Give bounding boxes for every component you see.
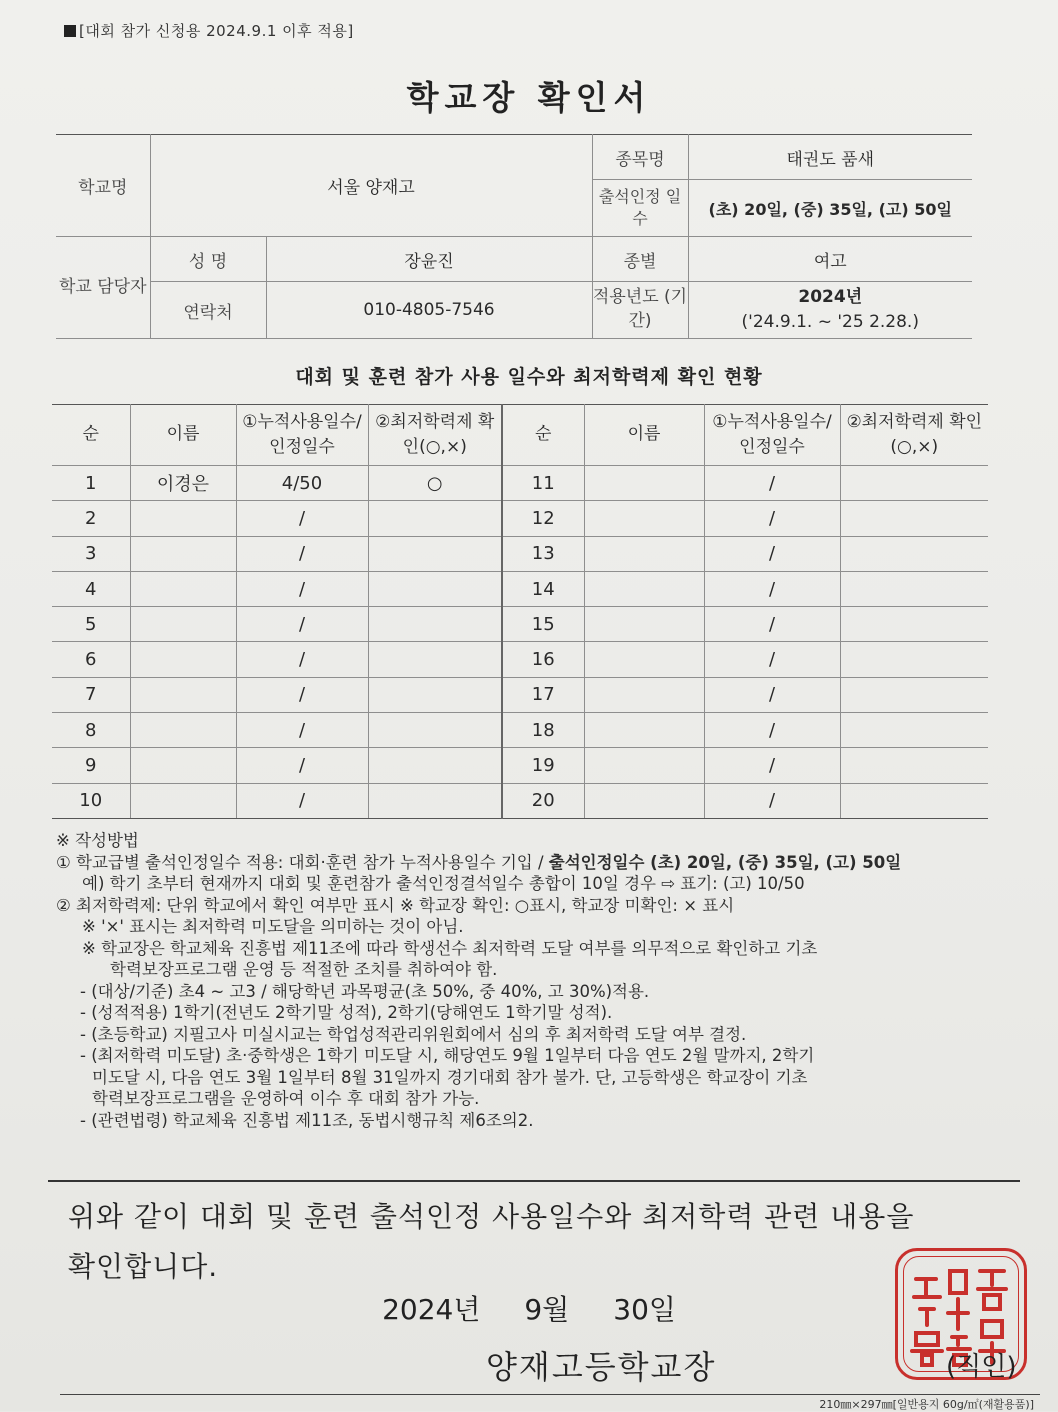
- row-num: 16: [502, 642, 584, 677]
- row-days: /: [704, 501, 840, 536]
- row-days: /: [236, 571, 368, 606]
- year-cell: [688, 282, 972, 339]
- row-check: [368, 642, 502, 677]
- table-row: [52, 713, 988, 748]
- date-year: 2024년: [382, 1293, 481, 1326]
- table-row: [52, 748, 988, 783]
- row-days: /: [704, 466, 840, 501]
- school-label: 학교명: [56, 135, 150, 237]
- row-num: 19: [502, 748, 584, 783]
- table-header-row: [52, 405, 988, 466]
- table-row: [52, 536, 988, 571]
- col-check-header: ②최저학력제 확인(○,×): [368, 405, 502, 466]
- row-days: /: [704, 748, 840, 783]
- confirmation-line: 위와 같이 대회 및 훈련 출석인정 사용일수와 최저학력 관련 내용을: [68, 1200, 915, 1233]
- row-days: /: [704, 607, 840, 642]
- row-num: 17: [502, 677, 584, 712]
- note-line: [56, 852, 1016, 874]
- col-check-header: ②최저학력제 확인(○,×): [840, 405, 988, 466]
- row-days: /: [236, 713, 368, 748]
- row-num: 4: [52, 571, 130, 606]
- table-row: [52, 783, 988, 818]
- instructions-heading: ※ 작성방법: [56, 831, 139, 850]
- info-row: [56, 237, 972, 282]
- row-num: 18: [502, 713, 584, 748]
- note-line: 예) 학기 초부터 현재까지 대회 및 훈련참가 출석인정결석일수 총합이 10일 경우 ⇨ 표기: (고) 10/50: [82, 874, 805, 893]
- row-check: ○: [368, 466, 502, 501]
- row-days: /: [236, 783, 368, 818]
- row-name: [584, 571, 704, 606]
- row-name: [130, 783, 236, 818]
- row-days: /: [704, 536, 840, 571]
- row-check: [840, 536, 988, 571]
- table-row: [52, 571, 988, 606]
- note-text: ① 학교급별 출석인정일수 적용: 대회·훈련 참가 누적사용일수 기입 /: [56, 852, 549, 872]
- row-check: [368, 713, 502, 748]
- row-check: [368, 536, 502, 571]
- row-days: /: [236, 748, 368, 783]
- row-check: [840, 748, 988, 783]
- row-days: /: [704, 571, 840, 606]
- name-label: 성 명: [150, 237, 266, 282]
- col-days-header: ①누적사용일수/인정일수: [236, 405, 368, 466]
- attendance-label: 출석인정 일수: [592, 180, 688, 237]
- row-check: [840, 607, 988, 642]
- row-check: [368, 748, 502, 783]
- row-check: [840, 783, 988, 818]
- note-line: - (성적적용) 1학기(전년도 2학기말 성적), 2학기(당해연도 1학기말 성적).: [80, 1003, 613, 1022]
- note-bold-text: 출석인정일수 (초) 20일, (중) 35일, (고) 50일: [548, 852, 902, 872]
- row-name: [130, 713, 236, 748]
- footer-rule: [60, 1394, 1040, 1395]
- form-tag-text: [대회 참가 신청용 2024.9.1 이후 적용]: [79, 22, 354, 40]
- table-row: [52, 466, 988, 501]
- list-subtitle: 대회 및 훈련 참가 사용 일수와 최저학력제 확인 현황: [295, 366, 763, 388]
- row-name: [130, 607, 236, 642]
- col-num-header: 순: [502, 405, 584, 466]
- principal-name: 양재고등학교장: [486, 1348, 717, 1386]
- row-num: 9: [52, 748, 130, 783]
- row-name: [130, 571, 236, 606]
- row-num: 14: [502, 571, 584, 606]
- date-month: 9월: [524, 1293, 570, 1326]
- divider: [48, 1180, 1020, 1182]
- row-days: /: [236, 677, 368, 712]
- school-value: 서울 양재고: [150, 135, 592, 237]
- note-line: 학력보장프로그램을 운영하여 이수 후 대회 참가 가능.: [92, 1089, 480, 1108]
- row-check: [368, 501, 502, 536]
- note-line: ※ '×' 표시는 최저학력 미도달을 의미하는 것이 아님.: [82, 917, 464, 936]
- seal-label: (직인): [946, 1352, 1017, 1382]
- row-check: [368, 677, 502, 712]
- table-row: [52, 607, 988, 642]
- contact-label: 연락처: [150, 282, 266, 339]
- row-num: 12: [502, 501, 584, 536]
- row-num: 3: [52, 536, 130, 571]
- col-name-header: 이름: [584, 405, 704, 466]
- row-days: 4/50: [236, 466, 368, 501]
- row-name: [584, 536, 704, 571]
- row-num: 7: [52, 677, 130, 712]
- row-name: 이경은: [130, 466, 236, 501]
- row-days: /: [704, 783, 840, 818]
- event-label: 종목명: [592, 135, 688, 180]
- note-line: 미도달 시, 다음 연도 3월 1일부터 8월 31일까지 경기대회 참가 불가. 단, 고등학생은 학교장이 기초: [92, 1067, 808, 1087]
- name-value: 장윤진: [266, 237, 592, 282]
- table-row: [52, 642, 988, 677]
- contact-value: 010-4805-7546: [266, 282, 592, 339]
- row-check: [368, 783, 502, 818]
- year-label: 적용년도 (기간): [592, 282, 688, 339]
- row-num: 1: [52, 466, 130, 501]
- row-check: [840, 501, 988, 536]
- row-name: [584, 642, 704, 677]
- row-num: 15: [502, 607, 584, 642]
- form-tag: [64, 20, 354, 41]
- event-value: 태권도 품새: [688, 135, 972, 180]
- note-line: - (최저학력 미도달) 초·중학생은 1학기 미도달 시, 해당연도 9월 1일부터 다음 연도 2월 말까지, 2학기: [80, 1046, 815, 1065]
- note-line: ※ 학교장은 학교체육 진흥법 제11조에 따라 학생선수 최저학력 도달 여부를 의무적으로 확인하고 기초: [82, 938, 818, 958]
- confirmation-line: 확인합니다.: [68, 1250, 219, 1283]
- row-num: 13: [502, 536, 584, 571]
- row-name: [584, 501, 704, 536]
- row-check: [840, 571, 988, 606]
- row-days: /: [704, 713, 840, 748]
- row-days: /: [236, 642, 368, 677]
- note-line: ② 최저학력제: 단위 학교에서 확인 여부만 표시 ※ 학교장 확인: ○표시, 학교장 미확인: × 표시: [56, 895, 735, 915]
- row-check: [368, 571, 502, 606]
- row-name: [584, 783, 704, 818]
- table-row: [52, 677, 988, 712]
- row-name: [130, 677, 236, 712]
- document-title: 학교장 확인서: [406, 78, 652, 117]
- col-num-header: 순: [52, 405, 130, 466]
- row-check: [368, 607, 502, 642]
- table-row: [52, 501, 988, 536]
- row-days: /: [236, 501, 368, 536]
- type-value: 여고: [688, 237, 972, 282]
- note-line: - (관련법령) 학교체육 진흥법 제11조, 동법시행규칙 제6조의2.: [80, 1110, 534, 1130]
- row-num: 10: [52, 783, 130, 818]
- info-row: [56, 135, 972, 180]
- period-value: ('24.9.1. ~ '25 2.28.): [741, 312, 919, 332]
- row-num: 6: [52, 642, 130, 677]
- row-check: [840, 713, 988, 748]
- row-name: [130, 748, 236, 783]
- row-name: [584, 713, 704, 748]
- row-days: /: [704, 677, 840, 712]
- square-bullet-icon: [64, 25, 76, 37]
- type-label: 종별: [592, 237, 688, 282]
- note-line: 학력보장프로그램 운영 등 적절한 조치를 취하여야 함.: [110, 960, 498, 979]
- row-days: /: [236, 607, 368, 642]
- row-days: /: [704, 642, 840, 677]
- col-days-header: ①누적사용일수/인정일수: [704, 405, 840, 466]
- row-num: 2: [52, 501, 130, 536]
- instructions: [56, 830, 1016, 1131]
- row-num: 11: [502, 466, 584, 501]
- note-line: - (초등학교) 지필고사 미실시교는 학업성적관리위원회에서 심의 후 최저학력 도달 여부 결정.: [80, 1024, 747, 1044]
- row-num: 5: [52, 607, 130, 642]
- year-value: 2024년: [798, 286, 863, 307]
- confirmation-statement: [68, 1192, 1008, 1292]
- note-line: - (대상/기준) 초4 ~ 고3 / 해당학년 과목평균(초 50%, 중 40%, 고 30%)적용.: [80, 981, 650, 1001]
- row-num: 20: [502, 783, 584, 818]
- row-name: [130, 642, 236, 677]
- row-check: [840, 642, 988, 677]
- row-name: [130, 536, 236, 571]
- row-name: [584, 677, 704, 712]
- row-num: 8: [52, 713, 130, 748]
- paper-spec: 210㎜×297㎜[일반용지 60g/㎡(재활용품)]: [819, 1398, 1034, 1411]
- row-name: [130, 501, 236, 536]
- info-table: [56, 134, 972, 339]
- col-name-header: 이름: [130, 405, 236, 466]
- info-row: [56, 282, 972, 339]
- participants-table: [52, 404, 988, 819]
- row-name: [584, 466, 704, 501]
- row-name: [584, 607, 704, 642]
- row-check: [840, 466, 988, 501]
- row-name: [584, 748, 704, 783]
- row-check: [840, 677, 988, 712]
- attendance-value: (초) 20일, (중) 35일, (고) 50일: [688, 180, 972, 237]
- row-days: /: [236, 536, 368, 571]
- date-day: 30일: [613, 1293, 676, 1326]
- manager-label: 학교 담당자: [56, 237, 150, 339]
